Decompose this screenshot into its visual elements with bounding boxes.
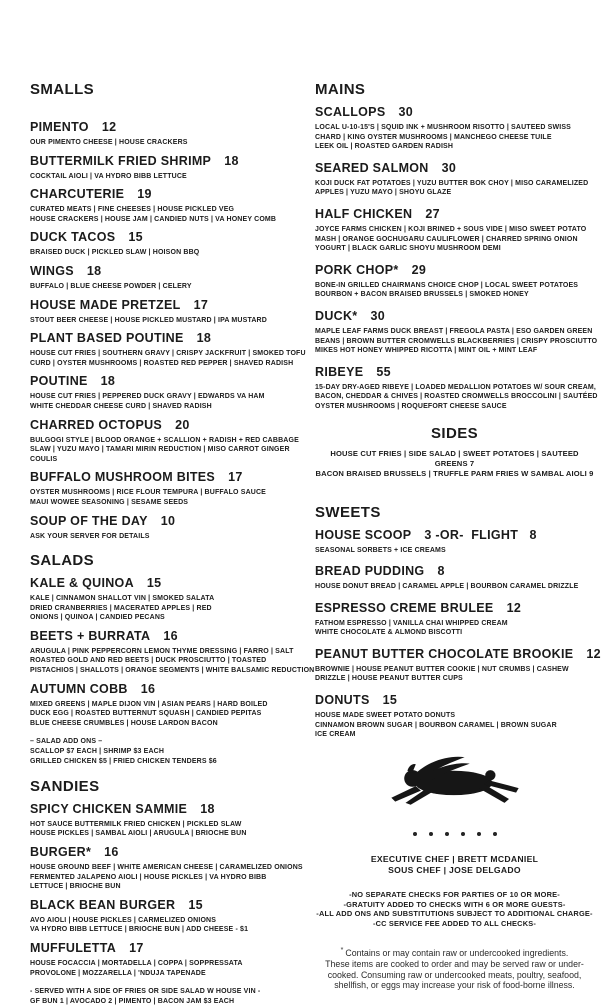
item-title [30, 682, 301, 696]
section-note [30, 987, 301, 1007]
item-title [30, 230, 301, 244]
section-smalls [30, 81, 306, 541]
policy-line: -ALL ADD ONS AND SUBSTITUTIONS SUBJECT TO ADDITIONAL CHARGE- [316, 909, 593, 919]
desc-line: OYSTER MUSHROOMS | ROQUEFORT CHEESE SAUCE [315, 402, 507, 410]
item-desc [30, 959, 301, 978]
item-name: BREAD PUDDING [315, 564, 425, 579]
item-desc [30, 248, 301, 258]
item-name: HOUSE MADE PRETZEL [30, 297, 181, 312]
item-price: 16 [140, 681, 156, 696]
desc-line: PISTACHIOS | SHALLOTS | ORANGE SEGMENTS | WHITE BALSAMIC REDUCTION [30, 667, 315, 675]
item-name: PEANUT BUTTER CHOCOLATE BROOKIE [315, 646, 574, 661]
desc-line: MAUI WOWEE SEASONING | SESAME SEEDS [30, 498, 189, 506]
item-title [315, 309, 594, 323]
menu-columns [30, 81, 601, 1008]
menu-item [30, 298, 301, 326]
menu-item [315, 601, 594, 638]
side-line: BACON BRAISED BRUSSELS | TRUFFLE PARM FRIES W SAMBAL AIOLI 9 [315, 468, 594, 478]
item-title [30, 941, 301, 955]
desc-line: HOUSE CUT FRIES | SOUTHERN GRAVY | CRISPY JACKFRUIT | SMOKED TOFU [30, 350, 306, 358]
section-title: SIDES [430, 424, 478, 442]
section-sandies [30, 779, 301, 1007]
desc-line: MIXED GREENS | MAPLE DIJON VIN | ASIAN PEARS | HARD BOILED [30, 700, 268, 708]
item-price: 8 [437, 564, 445, 579]
item-price: 10 [160, 513, 176, 528]
item-title [30, 898, 301, 912]
item-name: HOUSE SCOOP [315, 527, 412, 542]
menu-item [30, 120, 301, 148]
desc-line: HOUSE GROUND BEEF | WHITE AMERICAN CHEESE | CARAMELIZED ONIONS [30, 864, 303, 872]
desc-line: MAPLE LEAF FARMS DUCK BREAST | FREGOLA PASTA | ESO GARDEN GREEN [315, 327, 593, 335]
desc-line: LOCAL U-10-15'S | SQUID INK + MUSHROOM RISOTTO | SAUTEED SWISS [315, 124, 571, 131]
desc-line: AVO AIOLI | HOUSE PICKLES | CARMELIZED ONIONS [30, 916, 217, 924]
desc-line: VA HYDRO BIBB LETTUCE | BRIOCHE BUN | ADD CHEESE - $1 [30, 926, 249, 934]
menu-item [315, 646, 601, 684]
item-price: 17 [228, 470, 243, 485]
section-title: SANDIES [30, 777, 100, 795]
item-desc [315, 619, 594, 638]
policy-lines [315, 890, 594, 929]
desc-line: DRIZZLE | HOUSE PEANUT BUTTER CUPS [315, 675, 463, 683]
menu-item [30, 331, 306, 368]
item-desc [315, 582, 594, 592]
item-desc [315, 546, 594, 556]
item-price: 18 [86, 263, 102, 278]
item-desc [30, 532, 301, 542]
item-desc [30, 436, 301, 465]
desc-line: HOUSE CRACKERS | HOUSE JAM | CANDIED NUTS | VA HONEY COMB [30, 215, 277, 223]
item-price: 30 [370, 308, 385, 323]
item-desc [30, 349, 306, 368]
section-mains [315, 81, 598, 412]
desc-line: BACON, CHEDDAR & CHIVES | ROASTED CROMWELLS BROCCOLINI | SAUTÉED [315, 393, 598, 401]
note-line: SCALLOP $7 EACH | SHRIMP $3 EACH [30, 748, 165, 756]
item-desc [30, 647, 315, 676]
menu-item [315, 308, 598, 356]
desc-line: HOUSE FOCACCIA | MORTADELLA | COPPA | SOPPRESSATA [30, 959, 243, 967]
menu-item [30, 941, 301, 978]
item-title [315, 161, 594, 175]
menu-item [315, 528, 594, 556]
desc-line: BOURBON + BACON BRAISED BRUSSELS | SMOKED HONEY [315, 291, 529, 299]
item-price: 16 [163, 628, 178, 643]
desc-line: HOUSE PICKLES | SAMBAL AIOLI | ARUGULA | BRIOCHE BUN [30, 830, 247, 838]
item-title [315, 528, 594, 542]
item-name: BUFFALO MUSHROOM BITES [30, 470, 216, 485]
item-name: SOUP OF THE DAY [30, 513, 148, 528]
section-sweets [315, 503, 601, 740]
disclaimer-line: * Contains or may contain raw or undercooked ingredients. [340, 947, 569, 958]
policy-line: -CC SERVICE FEE ADDED TO ALL CHECKS- [372, 919, 537, 929]
item-title [30, 845, 301, 859]
item-title [315, 601, 594, 615]
note-line: GF BUN 1 | AVOCADO 2 | PIMENTO | BACON JAM $3 EACH [30, 997, 235, 1005]
item-desc [30, 392, 301, 411]
dots-divider [315, 829, 594, 836]
desc-line: COCKTAIL AIOLI | VA HYDRO BIBB LETTUCE [30, 172, 187, 180]
left-column [30, 81, 315, 1008]
item-title [315, 564, 594, 578]
item-price: 55 [376, 364, 391, 379]
menu-item [30, 628, 315, 676]
item-title [315, 263, 594, 277]
right-column [315, 81, 601, 1008]
dot [429, 832, 433, 836]
disclaimer-line: shellfish, or eggs may increase your risk of food-borne illness. [334, 980, 575, 991]
item-title [315, 105, 594, 119]
right-sections [315, 81, 601, 740]
desc-line: KALE | CINNAMON SHALLOT VIN | SMOKED SALATA [30, 595, 215, 603]
item-title [30, 374, 301, 388]
item-desc [30, 916, 301, 935]
item-name: BLACK BEAN BURGER [30, 897, 176, 912]
desc-line: 15-DAY DRY-AGED RIBEYE | LOADED MEDALLION POTATOES W/ SOUR CREAM, [315, 383, 596, 391]
item-desc [30, 863, 301, 892]
item-desc [30, 820, 301, 839]
item-name: POUTINE [30, 374, 88, 389]
item-desc [30, 205, 301, 224]
item-price: 18 [100, 374, 116, 389]
item-desc [315, 179, 594, 198]
menu-item [315, 263, 594, 300]
desc-line: BONE-IN GRILLED CHAIRMANS CHOICE CHOP | LOCAL SWEET POTATOES [315, 281, 579, 289]
item-name: DUCK* [315, 308, 358, 323]
desc-line: HOT SAUCE BUTTERMILK FRIED CHICKEN | PICKLED SLAW [30, 820, 242, 828]
disclaimer [315, 946, 594, 991]
menu-item [30, 374, 301, 411]
item-price: 16 [104, 845, 119, 860]
desc-line: OYSTER MUSHROOMS | RICE FLOUR TEMPURA | BUFFALO SAUCE [30, 489, 266, 497]
item-price: 12 [506, 600, 522, 615]
chef-line: SOUS CHEF | JOSE DELGADO [388, 865, 521, 876]
item-desc [30, 700, 301, 729]
section-title: SWEETS [315, 503, 381, 521]
item-price: 15 [382, 693, 398, 708]
item-desc [30, 138, 301, 148]
item-title [30, 331, 301, 345]
item-desc [30, 172, 301, 182]
item-name: PIMENTO [30, 120, 89, 134]
policy-line: -GRATUITY ADDED TO CHECKS WITH 6 OR MORE GUESTS- [343, 899, 566, 909]
item-name: DUCK TACOS [30, 230, 116, 245]
menu-item [315, 207, 594, 254]
item-price: 12 [586, 646, 601, 661]
desc-line: DRIED CRANBERRIES | MACERATED APPLES | RED [30, 604, 212, 612]
desc-line: WHITE CHOCOLATE & ALMOND BISCOTTI [315, 629, 463, 637]
item-title [30, 298, 301, 312]
item-desc [315, 711, 594, 740]
desc-line: CURATED MEATS | FINE CHEESES | HOUSE PICKLED VEG [30, 206, 235, 214]
item-price: 17 [193, 297, 209, 312]
menu-item [315, 161, 594, 198]
section-title: SALADS [30, 552, 95, 570]
desc-line: HOUSE MADE SWEET POTATO DONUTS [315, 712, 456, 720]
item-price: 29 [411, 262, 427, 277]
desc-line: COULIS [30, 455, 58, 463]
item-price: 30 [398, 105, 413, 119]
item-name: AUTUMN COBB [30, 681, 128, 696]
menu-item [315, 564, 594, 592]
section-note [30, 737, 301, 766]
item-name: RIBEYE [315, 364, 364, 379]
desc-line: SEASONAL SORBETS + ICE CREAMS [315, 546, 446, 554]
menu-item [315, 693, 594, 740]
section-title: MAINS [315, 81, 366, 98]
asterisk: * [340, 947, 346, 955]
desc-line: CINNAMON BROWN SUGAR | BOURBON CARAMEL | BROWN SUGAR [315, 721, 557, 729]
menu-item [315, 105, 594, 152]
section-title: SMALLS [30, 81, 95, 98]
menu-item [30, 802, 301, 839]
item-title [30, 418, 301, 432]
desc-line: PROVOLONE | MOZZARELLA | 'NDUJA TAPENADE [30, 969, 206, 977]
item-desc [315, 383, 598, 412]
menu-item [30, 154, 301, 182]
item-title [30, 514, 301, 528]
desc-line: JOYCE FARMS CHICKEN | KOJI BRINED + SOUS VIDE | MISO SWEET POTATO [315, 225, 587, 233]
desc-line: BRAISED DUCK | PICKLED SLAW | HOISON BBQ [30, 249, 200, 257]
policy-line: -NO SEPARATE CHECKS FOR PARTIES OF 10 OR MORE- [349, 889, 560, 899]
menu-item [30, 187, 301, 224]
desc-line: MIKES HOT HONEY WHIPPED RICOTTA | MINT OIL + MINT LEAF [315, 347, 538, 355]
item-desc [315, 123, 594, 152]
item-price: 18 [224, 153, 239, 168]
desc-line: OUR PIMENTO CHEESE | HOUSE CRACKERS [30, 139, 188, 146]
item-desc [30, 282, 301, 292]
desc-line: LETTUCE | BRIOCHE BUN [30, 883, 121, 891]
item-desc [315, 225, 594, 254]
item-price: 15 [128, 230, 143, 245]
desc-line: HOUSE CUT FRIES | PEPPERED DUCK GRAVY | EDWARDS VA HAM [30, 393, 265, 401]
item-price: 20 [175, 417, 190, 432]
item-title [315, 365, 594, 379]
desc-line: STOUT BEER CHEESE | HOUSE PICKLED MUSTARD | IPA MUSTARD [30, 316, 267, 324]
desc-line: CURD | OYSTER MUSHROOMS | ROASTED RED PEPPER | SHAVED RADISH [30, 359, 294, 367]
menu-item [30, 470, 301, 507]
item-title [315, 207, 594, 221]
dot [445, 832, 449, 836]
desc-line: BROWNIE | HOUSE PEANUT BUTTER COOKIE | NUT CRUMBS | CASHEW [315, 665, 569, 673]
item-desc [30, 316, 301, 326]
item-name: CHARRED OCTOPUS [30, 417, 163, 432]
item-price: 3 -OR- FLIGHT 8 [424, 527, 537, 542]
desc-line: FATHOM ESPRESSO | VANILLA CHAI WHIPPED CREAM [315, 619, 508, 627]
item-price: 27 [425, 206, 440, 221]
item-title [30, 154, 301, 168]
note-line: - SERVED WITH A SIDE OF FRIES OR SIDE SALAD W HOUSE VIN - [30, 988, 261, 996]
item-name: HALF CHICKEN [315, 206, 413, 221]
dot [461, 832, 465, 836]
item-price: 17 [129, 940, 144, 955]
item-title [30, 120, 301, 134]
item-name: MUFFULETTA [30, 940, 117, 955]
desc-line: BEANS | BROWN BUTTER CROMWELLS BLACKBERRIES | CRISPY PROSCIUTTO [315, 337, 598, 345]
item-desc [315, 327, 598, 356]
item-name: CHARCUTERIE [30, 187, 125, 202]
menu-item [30, 898, 301, 935]
dot [493, 832, 497, 836]
item-name: PORK CHOP* [315, 262, 399, 277]
desc-line: HOUSE DONUT BREAD | CARAMEL APPLE | BOURBON CARAMEL DRIZZLE [315, 583, 579, 591]
note-line: – SALAD ADD ONS – [30, 738, 103, 746]
disclaimer-line: These items are cooked to order and may be served raw or under- [325, 958, 584, 969]
desc-line: BULGOGI STYLE | BLOOD ORANGE + SCALLION + RADISH + RED CABBAGE [30, 436, 299, 444]
menu-item [30, 264, 301, 292]
menu-item [30, 845, 301, 892]
dot [477, 832, 481, 836]
section-sides [315, 426, 594, 479]
chef-lines [315, 854, 594, 877]
desc-line: CHARD | KING OYSTER MUSHROOMS | MANCHEGO CHEESE TUILE [315, 133, 552, 141]
side-lines [315, 449, 594, 479]
menu-item [30, 418, 301, 465]
item-name: SPICY CHICKEN SAMMIE [30, 801, 188, 816]
menu-item [30, 576, 301, 623]
menu-item [30, 682, 301, 729]
desc-line: BUFFALO | BLUE CHEESE POWDER | CELERY [30, 282, 192, 290]
desc-line: YOGURT | BLACK GARLIC SHOYU MUSHROOM DEMI [315, 245, 501, 253]
desc-line: ONIONS | QUINOA | CANDIED PECANS [30, 614, 165, 622]
item-name: ESPRESSO CREME BRULEE [315, 600, 494, 615]
item-title [30, 187, 301, 201]
desc-line: ARUGULA | PINK PEPPERCORN LEMON THYME DRESSING | FARRO | SALT [30, 647, 294, 655]
item-name: SCALLOPS [315, 105, 386, 119]
section-salads [30, 552, 315, 767]
item-name: BEETS + BURRATA [30, 628, 151, 643]
note-line: GRILLED CHICKEN $5 | FRIED CHICKEN TENDERS $6 [30, 758, 217, 766]
item-price: 30 [441, 160, 457, 175]
item-price: 18 [200, 801, 215, 816]
menu-item [315, 364, 598, 412]
chef-line: EXECUTIVE CHEF | BRETT MCDANIEL [370, 853, 539, 864]
item-name: WINGS [30, 263, 74, 278]
desc-line: FERMENTED JALAPENO AIOLI | HOUSE PICKLES | VA HYDRO BIBB [30, 873, 267, 881]
item-title [30, 629, 301, 643]
item-title [315, 693, 594, 707]
item-title [30, 802, 301, 816]
dot [413, 832, 417, 836]
item-title [30, 264, 301, 278]
item-title [30, 576, 301, 590]
disclaimer-line: cooked. Consuming raw or undercooked meats, poultry, seafood, [327, 969, 582, 980]
item-price: 15 [146, 576, 162, 591]
desc-line: APPLES | YUZU MAYO | SHOYU GLAZE [315, 189, 452, 197]
item-name: KALE & QUINOA [30, 576, 134, 591]
menu-footer [315, 754, 594, 991]
desc-line: ICE CREAM [315, 731, 356, 739]
desc-line: MASH | ORANGE GOCHUGARU CAULIFLOWER | CHARRED SPRING ONION [315, 235, 578, 243]
desc-line: SLAW | YUZU MAYO | TAMARI MIRIN REDUCTION | MISO CARROT GINGER [30, 446, 290, 454]
desc-line: DUCK EGG | ROASTED BUTTERNUT SQUASH | CANDIED PEPITAS [30, 710, 262, 718]
item-title [315, 646, 601, 661]
item-price: 19 [137, 187, 152, 202]
item-name: DONUTS [315, 693, 370, 708]
item-name: BURGER* [30, 845, 92, 860]
item-desc [315, 281, 594, 300]
item-name: SEARED SALMON [315, 160, 429, 175]
menu-item [30, 230, 301, 258]
desc-line: LEEK OIL | ROASTED GARDEN RADISH [315, 143, 454, 151]
desc-line: WHITE CHEDDAR CHEESE CURD | SHAVED RADISH [30, 402, 212, 410]
side-line: HOUSE CUT FRIES | SIDE SALAD | SWEET POTATOES | SAUTEED GREENS 7 [330, 448, 579, 468]
desc-line: ASK YOUR SERVER FOR DETAILS [30, 532, 150, 540]
item-price: 15 [188, 897, 203, 912]
item-title [30, 470, 301, 484]
item-desc [30, 488, 301, 507]
item-name: BUTTERMILK FRIED SHRIMP [30, 153, 212, 168]
item-name: PLANT BASED POUTINE [30, 331, 184, 346]
item-desc [315, 665, 594, 684]
leaping-hare-logo-icon [379, 754, 531, 808]
desc-line: ROASTED GOLD AND RED BEETS | DUCK PROSCIUTTO | TOASTED [30, 657, 267, 665]
desc-line: KOJI DUCK FAT POTATOES | YUZU BUTTER BOK CHOY | MISO CARAMELIZED [315, 179, 589, 187]
desc-line: BLUE CHEESE CRUMBLES | HOUSE LARDON BACON [30, 719, 218, 727]
item-price: 18 [196, 331, 212, 346]
item-desc [30, 594, 301, 623]
item-price: 12 [101, 120, 117, 134]
menu-item [30, 514, 301, 542]
